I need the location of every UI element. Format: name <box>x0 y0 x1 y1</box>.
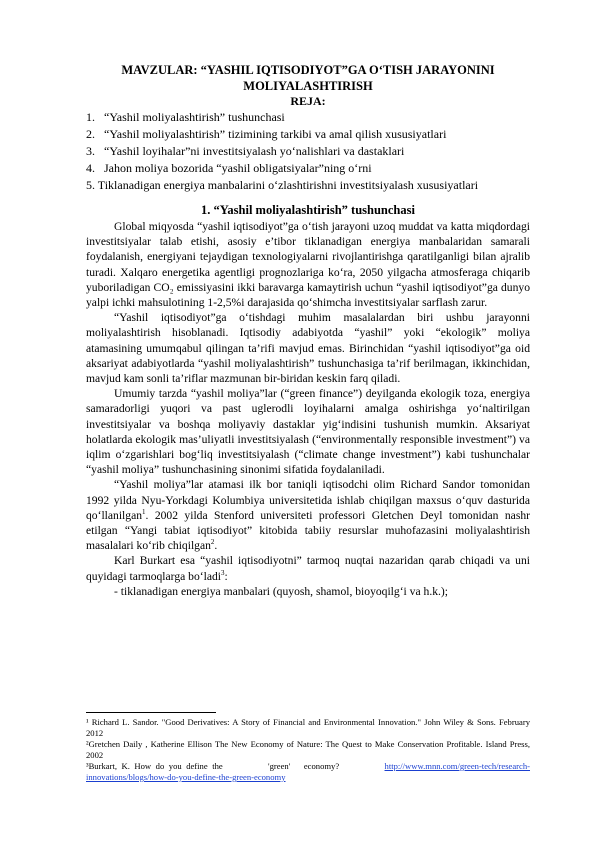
footnote-divider <box>86 712 216 713</box>
plan-label: REJA: <box>290 94 326 108</box>
document-body <box>86 62 530 599</box>
footnote: ¹ Richard L. Sandor. "Good Derivatives: A Story of Financial and Environmental Innovation." John Wiley & Sons. February 2012 <box>86 717 530 738</box>
plan-item-number: 2. <box>86 127 95 141</box>
plan-item <box>86 126 530 143</box>
plan-item-number: 1. <box>86 110 95 124</box>
footnote-ref[interactable]: 1 <box>142 508 146 516</box>
plan-item-number: 3. <box>86 144 95 158</box>
footnote-ref[interactable]: 3 <box>221 568 225 577</box>
paragraph-text: : <box>224 569 228 583</box>
plan-item-text: “Yashil loyihalar”ni investitsiyalash yo‘nalishlari va dastaklari <box>104 144 405 158</box>
plan-item <box>86 160 530 177</box>
document-title: MAVZULAR: “YASHIL IQTISODIYOT”GA O‘TISH JARAYONINI MOLIYALASHTIRISH <box>121 63 495 93</box>
paragraph: Umumiy tarzda “yashil moliya”lar (“green finance”) deyilganda ekologik toza, energiya samaradorligi yuqori va past uglerodli loyihalarni amalga oshirishga yo‘naltirilgan investitsiyalar va boshqa moliyaviy dastaklar yig‘indisini tushunish mumkin. Aksariyat holatlarda ekologik mas’uliyatli investitsiyalash (“environmentally responsible investment”) va iqlim o‘zgarishlari bog‘liq investitsiyalash (“climate change investment”) kabi tushunchalar “yashil moliya” tushunchasining sinonimi sifatida foydalaniladi. <box>86 387 530 477</box>
paragraph-text: Karl Burkart esa “yashil iqtisodiyotni” tarmoq nuqtai nazaridan qarab chiqadi va uni quyidagi tarmoqlarga bo‘ladi <box>86 554 530 583</box>
paragraph-text: . 2002 yilda Stenford universiteti professori Gletchen Deyl tomonidan nashr etilgan “Yangi tabiat iqtisodiyot” kitobida tabiiy resurslar muhofazasini moliyalashtirish masalalari ko‘rib chiqilgan <box>86 508 530 553</box>
plan-item <box>86 177 530 194</box>
paragraph: “Yashil iqtisodiyot”ga o‘tishdagi muhim masalalardan biri ushbu jarayonni moliyalashtirish hisoblanadi. Iqtisodiy adabiyotda “yashil” yoki “ekologik” moliya atamasining umumqabul qilingan ta’rifi mavjud emas. Birinchidan “yashil iqtisodiyot”ga oid aksariyat adabiyotlarda “yashil moliyalashtirish” tushunchasiga ta’rif berilmagan, ikkinchidan, mavjud kam sonli ta’riflar mazmunan bir-biridan keskin farq qiladi. <box>86 311 530 386</box>
plan-item <box>86 143 530 160</box>
footnote <box>86 761 530 783</box>
plan-item <box>86 109 530 126</box>
plan-item-text: Tiklanadigan energiya manbalarini o‘zlashtirishni investitsiyalash xususiyatlari <box>97 178 479 192</box>
footnote: ²Gretchen Daily , Katherine Ellison The New Economy of Nature: The Quest to Make Conservation Profitable. Island Press, 2002 <box>86 739 530 760</box>
plan-item-text: Jahon moliya bozorida “yashil obligatsiyalar”ning o‘rni <box>104 161 372 175</box>
paragraph: Global miqyosda “yashil iqtisodiyot”ga o‘tish jarayoni uzoq muddat va katta miqdordagi investitsiyalar talab etishi, asosiy e’tibor tiklanadigan energiya manbalaridan samarali foydalanish, energiyani tejaydigan texnologiyalarni rivojlantirishga qaratilganligi bilan ajralib turadi. Xalqaro energetika agentligi prognozlariga ko‘ra, 2050 yilgacha atmosferaga chiqarib yuboriladigan CO₂ emissiyasini ikki baravarga kamaytirish uchun “yashil iqtisodiyot”ga dunyo yalpi ichki mahsulotining 1-2,5%i darajasida qo‘shimcha investitsiyalar sarflash zarur. <box>86 220 530 310</box>
footnote-ref[interactable]: 2 <box>210 538 215 547</box>
bullet-item: - tiklanadigan energiya manbalari (quyosh, shamol, bioyoqilg‘i va h.k.); <box>114 584 448 598</box>
paragraph-text: “Yashil moliya”lar atamasi ilk bor taniqli iqtisodchi olim Richard Sandor tomonidan 1992 yilda Nyu-Yorkdagi Kolumbiya universitetida ishlab chiqilgan maxsus o‘quv dasturida qo‘llanilgan <box>86 478 530 522</box>
plan-item-number: 5. <box>86 178 95 192</box>
footnote-text: ³Burkart, K. How do you define the 'green' economy? <box>86 761 385 771</box>
plan-list <box>86 109 530 194</box>
plan-item-number: 4. <box>86 161 95 175</box>
footnotes <box>86 712 530 783</box>
section-heading: 1. “Yashil moliyalashtirish” tushunchasi <box>201 203 415 217</box>
footnote-link[interactable]: http://www.mnn.com/green-tech/research-innovations/blogs/how-do-you-define-the-green-economy <box>86 761 530 782</box>
paragraph <box>86 477 530 553</box>
plan-item-text: “Yashil moliyalashtirish” tushunchasi <box>104 110 285 124</box>
plan-item-text: “Yashil moliyalashtirish” tizimining tarkibi va amal qilish xususiyatlari <box>104 127 447 141</box>
paragraph <box>86 553 530 583</box>
paragraph-text: . <box>214 539 218 553</box>
